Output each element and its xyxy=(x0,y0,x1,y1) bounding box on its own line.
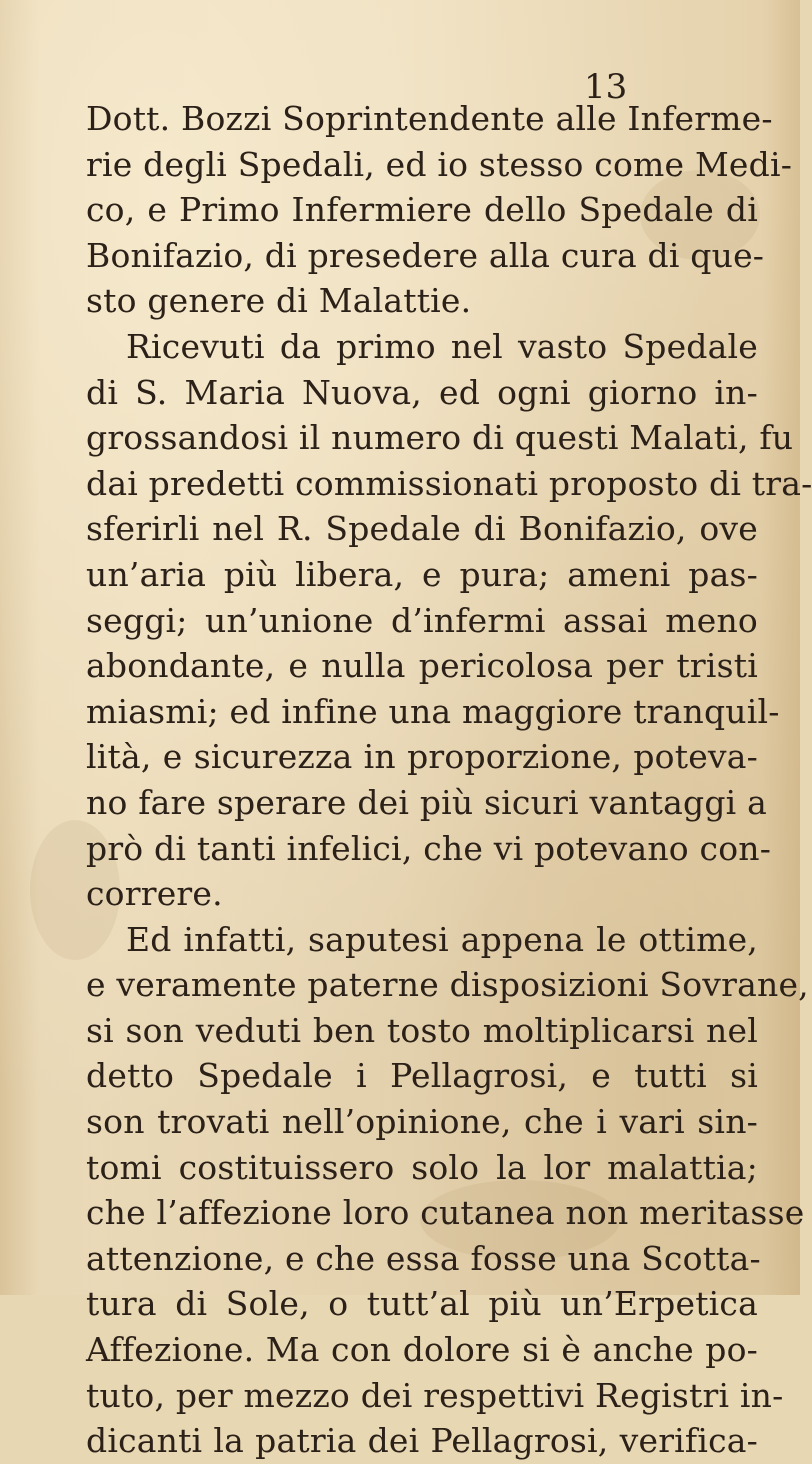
text-line: di S. Maria Nuova, ed ogni giorno in- xyxy=(86,372,758,412)
paragraph-start-line: Ed infatti, saputesi appena le ottime, xyxy=(126,919,758,959)
text-line: sferirli nel R. Spedale di Bonifazio, ove xyxy=(86,509,758,549)
text-line: seggi; un’unione d’infermi assai meno xyxy=(86,600,758,640)
text-line: correre. xyxy=(86,874,223,914)
text-line: tuto, per mezzo dei respettivi Registri in- xyxy=(86,1375,784,1415)
text-line: Affezione. Ma con dolore si è anche po- xyxy=(86,1330,758,1370)
text-line: sto genere di Malattie. xyxy=(86,281,472,321)
text-line: e veramente paterne disposizioni Sovrane, xyxy=(86,965,809,1005)
text-line: miasmi; ed infine una maggiore tranquil- xyxy=(86,691,780,731)
text-line: prò di tanti infelici, che vi potevano con- xyxy=(86,828,772,868)
text-line: che l’affezione loro cutanea non meritasse xyxy=(86,1193,805,1233)
page-number: 13 xyxy=(584,67,628,107)
text-line: Dott. Bozzi Soprintendente alle Inferme- xyxy=(86,99,773,138)
text-line: son trovati nell’opinione, che i vari sin- xyxy=(86,1102,758,1142)
text-line: si son veduti ben tosto moltiplicarsi nel xyxy=(86,1010,758,1050)
text-line: attenzione, e che essa fosse una Scotta- xyxy=(86,1238,761,1278)
paragraph-start-line: Ricevuti da primo nel vasto Spedale xyxy=(126,326,758,366)
text-line: Bonifazio, di presedere alla cura di que- xyxy=(86,235,765,275)
text-line: no fare sperare dei più sicuri vantaggi a xyxy=(86,782,767,822)
text-line: detto Spedale i Pellagrosi, e tutti si xyxy=(86,1056,758,1096)
text-line: dicanti la patria dei Pellagrosi, verifica- xyxy=(86,1421,758,1461)
text-line: lità, e sicurezza in proporzione, poteva- xyxy=(86,737,758,777)
text-line: co, e Primo Infermiere dello Spedale di xyxy=(86,190,758,230)
text-line: tomi costituissero solo la lor malattia; xyxy=(86,1147,758,1187)
body-text xyxy=(86,96,812,1464)
text-line: abondante, e nulla pericolosa per tristi xyxy=(86,646,758,686)
text-line: un’aria più libera, e pura; ameni pas- xyxy=(86,554,758,594)
text-line: tura di Sole, o tutt’al più un’Erpetica xyxy=(86,1284,758,1324)
text-line: rie degli Spedali, ed io stesso come Medi- xyxy=(86,144,793,184)
text-line: grossandosi il numero di questi Malati, fu xyxy=(86,418,794,458)
text-line: dai predetti commissionati proposto di tra- xyxy=(86,463,812,503)
